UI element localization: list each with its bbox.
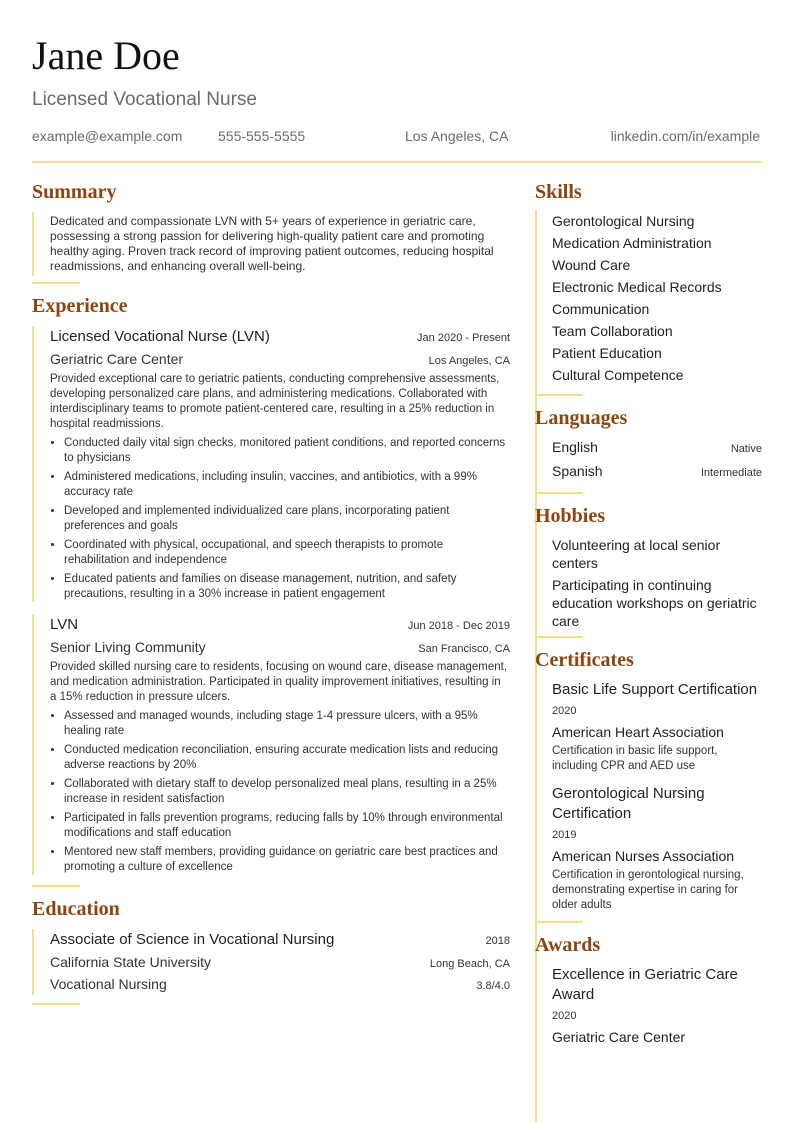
left-column xyxy=(32,180,510,1015)
section-divider xyxy=(535,921,583,923)
hobby-item: Volunteering at local senior centers xyxy=(552,537,721,571)
summary-heading: Summary xyxy=(32,181,117,203)
contact-email[interactable]: example@example.com xyxy=(32,128,183,144)
job-bullet: • Mentored new staff members, providing guidance on geriatric care best practices and promoting a culture of excellence xyxy=(64,845,510,875)
certificates-heading: Certificates xyxy=(535,649,634,671)
skill-item: Communication xyxy=(552,301,650,317)
summary-text: Dedicated and compassionate LVN with 5+ years of experience in geriatric care, possessing a strong passion for delivering high-quality patient care and promoting healthy aging. Proven track record of improving patient outcomes, reducing hospital readmissions, and enhancing overall well-being. xyxy=(50,214,494,273)
job-dates: Jan 2020 - Present xyxy=(417,332,510,344)
education-section xyxy=(32,897,510,1005)
job-bullet: • Coordinated with physical, occupational, and speech therapists to promote rehabilitation and independence xyxy=(64,538,510,568)
job-location: Los Angeles, CA xyxy=(428,355,510,367)
award-org: Geriatric Care Center xyxy=(552,1029,686,1045)
skills-section xyxy=(535,180,762,396)
education-degree: Associate of Science in Vocational Nursing xyxy=(50,931,335,948)
hobby-item: Participating in continuing education workshops on geriatric care xyxy=(552,577,757,629)
section-divider xyxy=(32,282,80,284)
certificate-year: 2020 xyxy=(552,705,577,717)
certificate-item xyxy=(552,680,762,774)
award-year: 2020 xyxy=(552,1010,577,1022)
job-bullet: • Conducted medication reconciliation, ensuring accurate medication lists and reducing adverse reactions by 20% xyxy=(64,743,510,773)
contact-location: Los Angeles, CA xyxy=(405,128,509,144)
section-divider xyxy=(535,492,583,494)
job-company: Geriatric Care Center xyxy=(50,351,184,367)
awards-section xyxy=(535,933,762,1047)
language-item xyxy=(552,460,762,484)
hobbies-heading: Hobbies xyxy=(535,505,606,527)
skill-item: Patient Education xyxy=(552,345,662,361)
job-bullet: • Educated patients and families on disease management, nutrition, and safety precautions, resulting in a 30% increase in patient engagement xyxy=(64,572,510,602)
skill-item: Cultural Competence xyxy=(552,367,684,383)
experience-entry xyxy=(32,614,510,875)
certificate-description: Certification in basic life support, including CPR and AED use xyxy=(552,745,718,772)
contact-linkedin[interactable]: linkedin.com/in/example xyxy=(610,128,760,144)
job-description: Provided skilled nursing care to residents, focusing on wound care, disease management, and medication administration. Participated in quality improvement initiatives, resulting in a 15% reduction in pressure ulcers. xyxy=(50,661,508,703)
education-heading: Education xyxy=(32,898,120,920)
skills-heading: Skills xyxy=(535,181,582,203)
certificate-year: 2019 xyxy=(552,829,577,841)
job-bullet: • Conducted daily vital sign checks, monitored patient conditions, and reported concerns to physicians xyxy=(64,436,510,466)
education-school: California State University xyxy=(50,954,212,970)
section-divider xyxy=(32,885,80,887)
education-field: Vocational Nursing xyxy=(50,976,167,992)
language-item xyxy=(552,436,762,460)
language-level: Native xyxy=(730,443,762,455)
job-title: LVN xyxy=(50,616,79,633)
education-location: Long Beach, CA xyxy=(429,958,510,970)
language-name: English xyxy=(552,439,598,455)
summary-section xyxy=(32,180,510,284)
job-description: Provided exceptional care to geriatric patients, conducting comprehensive assessments, developing personalized care plans, and administering medications. Collaborated with interdisciplinary teams to promote patient-centered care, resulting in a 25% reduction in hospital readmissions. xyxy=(50,373,500,430)
job-bullet: • Collaborated with dietary staff to develop personalized meal plans, resulting in a 25% increase in resident satisfaction xyxy=(64,777,510,807)
job-bullet: • Administered medications, including insulin, vaccines, and antibiotics, with a 99% accuracy rate xyxy=(64,470,510,500)
skill-item: Medication Administration xyxy=(552,235,712,251)
job-title: Licensed Vocational Nurse (LVN) xyxy=(50,328,270,345)
experience-section xyxy=(32,294,510,887)
certificate-title: Basic Life Support Certification xyxy=(552,681,758,698)
experience-heading: Experience xyxy=(32,295,128,317)
job-bullet: • Participated in falls prevention programs, reducing falls by 10% through environmental modifications and staff education xyxy=(64,811,510,841)
experience-entry xyxy=(32,326,510,602)
skill-item: Wound Care xyxy=(552,257,631,273)
certificates-section xyxy=(535,648,762,923)
candidate-title: Licensed Vocational Nurse xyxy=(32,89,257,110)
language-name: Spanish xyxy=(552,463,603,479)
languages-heading: Languages xyxy=(535,407,628,429)
job-company: Senior Living Community xyxy=(50,639,206,655)
section-divider xyxy=(32,1003,80,1005)
section-divider xyxy=(535,636,583,638)
job-bullet-list xyxy=(50,436,510,602)
awards-heading: Awards xyxy=(535,934,601,956)
hobbies-section xyxy=(535,504,762,638)
skill-item: Electronic Medical Records xyxy=(552,279,722,295)
certificate-description: Certification in gerontological nursing, demonstrating expertise in caring for older adults xyxy=(552,869,744,911)
header-divider xyxy=(32,161,762,163)
job-dates: Jun 2018 - Dec 2019 xyxy=(407,620,510,632)
job-bullet: • Assessed and managed wounds, including stage 1-4 pressure ulcers, with a 95% healing rate xyxy=(64,709,510,739)
job-bullet: • Developed and implemented individualized care plans, incorporating patient preferences and goals xyxy=(64,504,510,534)
right-column xyxy=(535,180,762,1055)
certificate-org: American Nurses Association xyxy=(552,848,735,864)
education-gpa: 3.8/4.0 xyxy=(476,980,510,992)
award-item xyxy=(552,965,762,1047)
job-bullet-list xyxy=(50,709,510,875)
languages-section xyxy=(535,406,762,494)
certificate-org: American Heart Association xyxy=(552,724,724,740)
award-title: Excellence in Geriatric Care Award xyxy=(552,966,738,1003)
candidate-name: Jane Doe xyxy=(32,33,180,78)
skill-item: Gerontological Nursing xyxy=(552,213,695,229)
certificate-title: Gerontological Nursing Certification xyxy=(552,785,705,822)
language-level: Intermediate xyxy=(700,467,762,479)
job-location: San Francisco, CA xyxy=(418,643,510,655)
certificate-item xyxy=(552,784,762,913)
contact-phone[interactable]: 555-555-5555 xyxy=(218,128,306,144)
section-divider xyxy=(535,394,583,396)
education-year: 2018 xyxy=(485,935,510,947)
skill-item: Team Collaboration xyxy=(552,323,673,339)
